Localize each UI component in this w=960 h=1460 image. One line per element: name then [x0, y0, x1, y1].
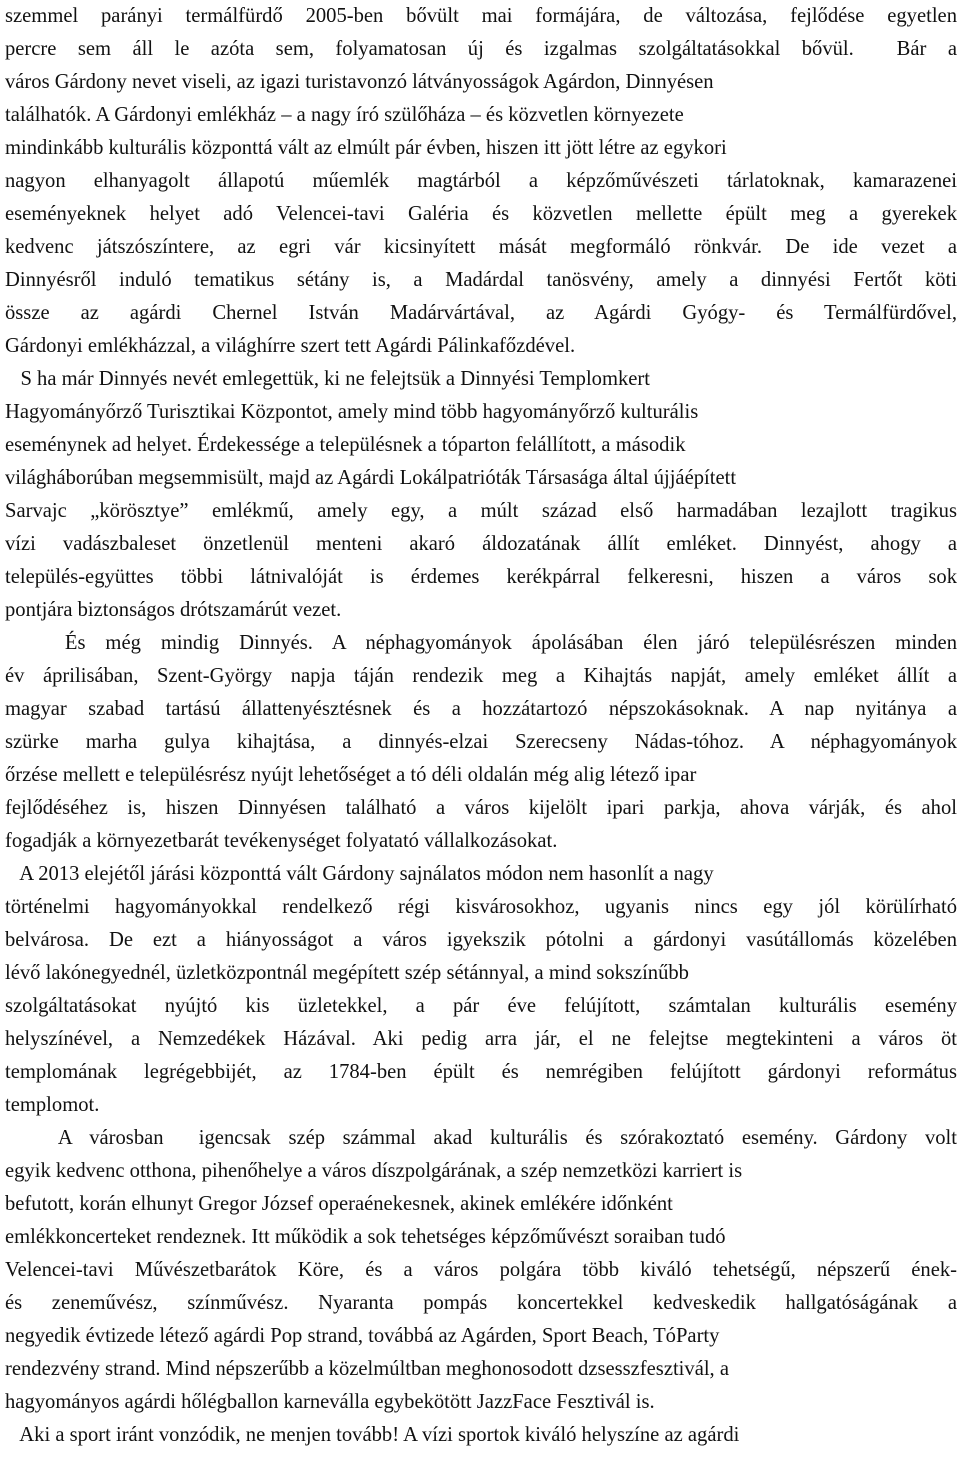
text-line: kedvenc játszószíntere, az egri vár kicsinyített mását megformáló rönkvár. De ide vezet a	[5, 236, 957, 258]
text-line: A városban igencsak szép számmal akad kulturális és szórakoztató esemény. Gárdony volt	[5, 1127, 957, 1149]
text-line: hagyományos agárdi hőlégballon karneválla egybekötött JazzFace Fesztivál is.	[5, 1391, 655, 1413]
text-line: templomot.	[5, 1094, 100, 1116]
text-line: A 2013 elejétől járási központtá vált Gárdony sajnálatos módon nem hasonlít a nagy	[5, 863, 714, 885]
text-line: nagyon elhanyagolt állapotú műemlék magtárból a képzőművészeti tárlatoknak, kamarazenei	[5, 170, 957, 192]
text-line: Gárdonyi emlékházzal, a világhírre szert tett Agárdi Pálinkafőzdével.	[5, 335, 576, 357]
text-line: befutott, korán elhunyt Gregor József operaénekesnek, akinek emlékére időnként	[5, 1193, 673, 1215]
text-line: szolgáltatásokat nyújtó kis üzletekkel, a pár éve felújított, számtalan kulturális esemény	[5, 995, 957, 1017]
text-line: Sarvajc „körösztye” emlékmű, amely egy, a múlt század első harmadában lezajlott tragikus	[5, 500, 957, 522]
text-line: fejlődéséhez is, hiszen Dinnyésen található a város kijelölt ipari parkja, ahova várják, és ahol	[5, 797, 957, 819]
text-line: és zeneművész, színművész. Nyaranta pompás koncertekkel kedveskedik hallgatóságának a	[5, 1292, 957, 1314]
text-line: Dinnyésről induló tematikus sétány is, a Madárdal tanösvény, amely a dinnyési Fertőt köti	[5, 269, 957, 291]
text-line: település-együttes többi látnivalóját is érdemes kerékpárral felkeresni, hiszen a város sok	[5, 566, 957, 588]
text-line: S ha már Dinnyés nevét emlegettük, ki ne felejtsük a Dinnyési Templomkert	[5, 368, 651, 390]
text-line: egyik kedvenc otthona, pihenőhelye a város díszpolgárának, a szép nemzetközi karriert is	[5, 1160, 743, 1182]
text-line: pontjára biztonságos drótszamárút vezet.	[5, 599, 342, 621]
text-line: mindinkább kulturális központtá vált az elmúlt pár évben, hiszen itt jött létre az egykori	[5, 137, 727, 159]
text-line: negyedik évtizede létező agárdi Pop strand, továbbá az Agárden, Sport Beach, TóParty	[5, 1325, 720, 1347]
text-line: emlékkoncerteket rendeznek. Itt működik a sok tehetséges képzőművészt soraiban tudó	[5, 1226, 726, 1248]
text-line: Hagyományőrző Turisztikai Központot, amely mind több hagyományőrző kulturális	[5, 401, 699, 423]
text-line: eseményeknek helyet adó Velencei-tavi Galéria és közvetlen mellette épült meg a gyerekek	[5, 203, 957, 225]
text-line: szürke marha gulya kihajtása, a dinnyés-elzai Szerecseny Nádas-tóhoz. A néphagyományok	[5, 731, 957, 753]
text-line: Aki a sport iránt vonzódik, ne menjen tovább! A vízi sportok kiváló helyszíne az agárdi	[5, 1424, 740, 1446]
text-line: eseménynek ad helyet. Érdekessége a településnek a tóparton felállított, a második	[5, 434, 686, 456]
text-line: templomának legrégebbijét, az 1784-ben épült és nemrégiben felújított gárdonyi református	[5, 1061, 957, 1083]
text-line: lévő lakónegyednél, üzletközpontnál megépített szép sétánnyal, a mind sokszínűbb	[5, 962, 689, 984]
text-line: találhatók. A Gárdonyi emlékház – a nagy író szülőháza – és közvetlen környezete	[5, 104, 684, 126]
text-line: év áprilisában, Szent-György napja táján rendezik meg a Kihajtás napját, amely emléket állít a	[5, 665, 957, 687]
text-line: össze az agárdi Chernel István Madárvártával, az Agárdi Gyógy- és Termálfürdővel,	[5, 302, 957, 324]
text-line: őrzése mellett e településrész nyújt lehetőséget a tó déli oldalán még alig létező ipar	[5, 764, 697, 786]
text-line: Velencei-tavi Művészetbarátok Köre, és a város polgára több kiváló tehetségű, népszerű ének-	[5, 1259, 957, 1281]
text-line: magyar szabad tartású állattenyésztésnek és a hozzátartozó népszokásoknak. A nap nyitánya a	[5, 698, 957, 720]
document-page	[5, 0, 957, 1452]
text-line: vízi vadászbaleset önzetlenül menteni akaró áldozatának állít emléket. Dinnyést, ahogy a	[5, 533, 957, 555]
text-line: fogadják a környezetbarát tevékenységet folyatató vállalkozásokat.	[5, 830, 558, 852]
text-line: szemmel parányi termálfürdő 2005-ben bővült mai formájára, de változása, fejlődése egyetlen	[5, 5, 957, 27]
text-line: történelmi hagyományokkal rendelkező régi kisvárosokhoz, ugyanis nincs egy jól körülírható	[5, 896, 957, 918]
text-line: világháborúban megsemmisült, majd az Agárdi Lokálpatrióták Társasága által újjáépített	[5, 467, 737, 489]
text-line: percre sem áll le azóta sem, folyamatosan új és izgalmas szolgáltatásokkal bővül. Bár a	[5, 38, 957, 60]
text-line: helyszínével, a Nemzedékek Házával. Aki pedig arra jár, el ne felejtse megtekinteni a város öt	[5, 1028, 957, 1050]
text-line: belvárosa. De ezt a hiányosságot a város igyekszik pótolni a gárdonyi vasútállomás közelében	[5, 929, 957, 951]
text-line: rendezvény strand. Mind népszerűbb a közelmúltban meghonosodott dzsesszfesztivál, a	[5, 1358, 729, 1380]
text-line: És még mindig Dinnyés. A néphagyományok ápolásában élen járó településrészen minden	[5, 632, 957, 654]
text-line: város Gárdony nevet viseli, az igazi turistavonzó látványosságok Agárdon, Dinnyésen	[5, 71, 714, 93]
